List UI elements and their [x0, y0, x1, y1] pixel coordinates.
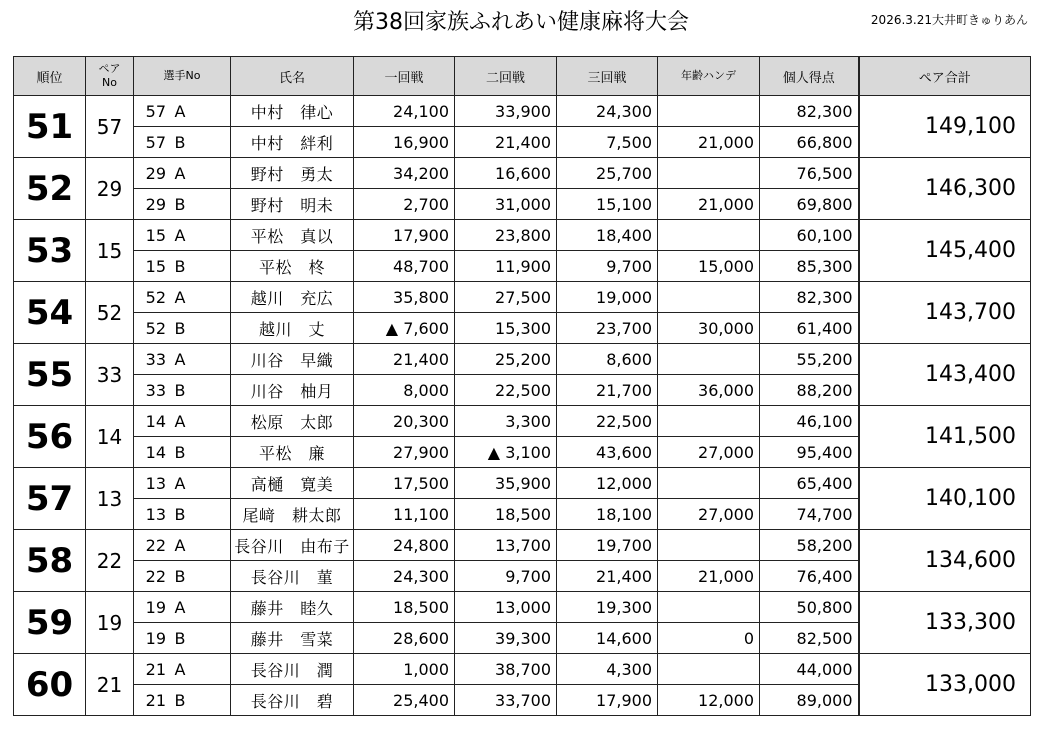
rank-cell: 55 [14, 344, 86, 406]
player-number: 15 [145, 256, 166, 276]
individual-score: 60,100 [760, 220, 859, 251]
round1-score: 1,000 [354, 654, 455, 685]
individual-score: 89,000 [760, 685, 859, 716]
player-number: 14 [145, 442, 166, 462]
round3-score: 23,700 [557, 313, 658, 344]
player-number: 57 [145, 101, 166, 121]
round3-score: 21,400 [557, 561, 658, 592]
header-pair-no-top: ペア [98, 62, 121, 75]
player-number: 13 [145, 473, 166, 493]
round3-score: 15,100 [557, 189, 658, 220]
round3-score: 43,600 [557, 437, 658, 468]
age-handicap [658, 158, 760, 189]
individual-score: 61,400 [760, 313, 859, 344]
player-no-cell [134, 499, 231, 530]
round2-score: 27,500 [455, 282, 557, 313]
round1-score: 11,100 [354, 499, 455, 530]
player-name: 越川 丈 [231, 313, 354, 344]
round1-score: 24,800 [354, 530, 455, 561]
player-letter: A [174, 473, 186, 493]
results-table [13, 56, 1031, 716]
player-no-cell [134, 251, 231, 282]
table-row [14, 344, 1031, 375]
player-number: 19 [145, 628, 166, 648]
player-name: 野村 明未 [231, 189, 354, 220]
event-date-venue: 2026.3.21大井町きゅりあん [870, 13, 1028, 27]
player-number: 33 [145, 380, 166, 400]
player-name: 中村 律心 [231, 96, 354, 127]
header-row [14, 57, 1031, 96]
header-round3: 三回戦 [557, 57, 658, 96]
round1-score: 18,500 [354, 592, 455, 623]
age-handicap [658, 96, 760, 127]
age-handicap [658, 406, 760, 437]
individual-score: 85,300 [760, 251, 859, 282]
player-number: 29 [145, 194, 166, 214]
player-name: 野村 勇太 [231, 158, 354, 189]
age-handicap [658, 654, 760, 685]
age-handicap: 30,000 [658, 313, 760, 344]
player-no-cell [134, 96, 231, 127]
round3-score: 7,500 [557, 127, 658, 158]
player-no-cell [134, 127, 231, 158]
pair-no-cell: 14 [86, 406, 134, 468]
player-number: 15 [145, 225, 166, 245]
round1-score: 8,000 [354, 375, 455, 406]
page-title: 第38回家族ふれあい健康麻将大会 [353, 10, 689, 35]
round1-score: 17,500 [354, 468, 455, 499]
player-letter: B [174, 566, 186, 586]
player-no-cell [134, 220, 231, 251]
pair-no-cell: 52 [86, 282, 134, 344]
round3-score: 18,400 [557, 220, 658, 251]
individual-score: 82,300 [760, 282, 859, 313]
pair-no-cell: 22 [86, 530, 134, 592]
player-no-cell [134, 592, 231, 623]
age-handicap: 12,000 [658, 685, 760, 716]
round3-score: 17,900 [557, 685, 658, 716]
age-handicap: 21,000 [658, 127, 760, 158]
header-pair-no-bottom: No [102, 76, 117, 89]
rank-cell: 51 [14, 96, 86, 158]
pair-no-cell: 21 [86, 654, 134, 716]
player-letter: B [174, 380, 186, 400]
player-name: 平松 真以 [231, 220, 354, 251]
age-handicap: 36,000 [658, 375, 760, 406]
player-letter: A [174, 101, 186, 121]
player-no-cell [134, 437, 231, 468]
round3-score: 14,600 [557, 623, 658, 654]
player-number: 19 [145, 597, 166, 617]
player-no-cell [134, 189, 231, 220]
header-rank: 順位 [14, 57, 86, 96]
table-row [14, 468, 1031, 499]
player-no-cell [134, 375, 231, 406]
player-name: 長谷川 碧 [231, 685, 354, 716]
header-individual-score: 個人得点 [760, 57, 859, 96]
player-name: 平松 廉 [231, 437, 354, 468]
player-name: 長谷川 菫 [231, 561, 354, 592]
round1-score: 20,300 [354, 406, 455, 437]
individual-score: 50,800 [760, 592, 859, 623]
round3-score: 19,000 [557, 282, 658, 313]
player-letter: A [174, 411, 186, 431]
player-number: 29 [145, 163, 166, 183]
player-number: 22 [145, 535, 166, 555]
results-body [14, 96, 1031, 716]
pair-no-cell: 15 [86, 220, 134, 282]
round3-score: 22,500 [557, 406, 658, 437]
round3-score: 21,700 [557, 375, 658, 406]
player-no-cell [134, 158, 231, 189]
player-name: 長谷川 潤 [231, 654, 354, 685]
player-letter: B [174, 318, 186, 338]
round2-score: ▲ 3,100 [455, 437, 557, 468]
player-number: 14 [145, 411, 166, 431]
individual-score: 82,500 [760, 623, 859, 654]
round2-score: 25,200 [455, 344, 557, 375]
table-row [14, 96, 1031, 127]
table-row [14, 282, 1031, 313]
player-name: 越川 充広 [231, 282, 354, 313]
table-row [14, 406, 1031, 437]
individual-score: 66,800 [760, 127, 859, 158]
player-name: 藤井 睦久 [231, 592, 354, 623]
age-handicap: 27,000 [658, 499, 760, 530]
pair-no-cell: 33 [86, 344, 134, 406]
player-letter: A [174, 287, 186, 307]
round3-score: 19,300 [557, 592, 658, 623]
round2-score: 3,300 [455, 406, 557, 437]
round2-score: 11,900 [455, 251, 557, 282]
individual-score: 95,400 [760, 437, 859, 468]
player-letter: B [174, 442, 186, 462]
age-handicap [658, 592, 760, 623]
pair-total: 149,100 [859, 96, 1031, 158]
age-handicap [658, 468, 760, 499]
pair-total: 143,700 [859, 282, 1031, 344]
round1-score: 25,400 [354, 685, 455, 716]
player-name: 平松 柊 [231, 251, 354, 282]
header-player-no: 選手No [134, 57, 231, 96]
round1-score: 27,900 [354, 437, 455, 468]
header-pair-no [86, 57, 134, 96]
player-name: 尾﨑 耕太郎 [231, 499, 354, 530]
round1-score: 16,900 [354, 127, 455, 158]
player-letter: B [174, 628, 186, 648]
rank-cell: 57 [14, 468, 86, 530]
round1-score: 2,700 [354, 189, 455, 220]
player-no-cell [134, 468, 231, 499]
round2-score: 22,500 [455, 375, 557, 406]
individual-score: 74,700 [760, 499, 859, 530]
player-number: 22 [145, 566, 166, 586]
individual-score: 88,200 [760, 375, 859, 406]
round1-score: 28,600 [354, 623, 455, 654]
round1-score: 48,700 [354, 251, 455, 282]
round2-score: 33,700 [455, 685, 557, 716]
table-row [14, 592, 1031, 623]
round2-score: 31,000 [455, 189, 557, 220]
individual-score: 76,500 [760, 158, 859, 189]
player-name: 長谷川 由布子 [231, 530, 354, 561]
round3-score: 9,700 [557, 251, 658, 282]
player-name: 松原 太郎 [231, 406, 354, 437]
pair-no-cell: 19 [86, 592, 134, 654]
pair-total: 140,100 [859, 468, 1031, 530]
round2-score: 23,800 [455, 220, 557, 251]
player-letter: B [174, 504, 186, 524]
player-number: 33 [145, 349, 166, 369]
pair-total: 146,300 [859, 158, 1031, 220]
player-letter: A [174, 225, 186, 245]
individual-score: 55,200 [760, 344, 859, 375]
player-number: 21 [145, 690, 166, 710]
individual-score: 76,400 [760, 561, 859, 592]
player-letter: A [174, 535, 186, 555]
player-number: 52 [145, 287, 166, 307]
round2-score: 39,300 [455, 623, 557, 654]
player-letter: A [174, 659, 186, 679]
round2-score: 9,700 [455, 561, 557, 592]
round1-score: 21,400 [354, 344, 455, 375]
player-number: 13 [145, 504, 166, 524]
header-pair-total: ペア合計 [859, 57, 1031, 96]
pair-total: 134,600 [859, 530, 1031, 592]
age-handicap: 27,000 [658, 437, 760, 468]
pair-no-cell: 29 [86, 158, 134, 220]
round3-score: 4,300 [557, 654, 658, 685]
round2-score: 13,700 [455, 530, 557, 561]
rank-cell: 58 [14, 530, 86, 592]
individual-score: 46,100 [760, 406, 859, 437]
pair-no-cell: 13 [86, 468, 134, 530]
round2-score: 21,400 [455, 127, 557, 158]
round2-score: 13,000 [455, 592, 557, 623]
table-row [14, 530, 1031, 561]
round2-score: 38,700 [455, 654, 557, 685]
pair-total: 145,400 [859, 220, 1031, 282]
round2-score: 33,900 [455, 96, 557, 127]
individual-score: 82,300 [760, 96, 859, 127]
age-handicap: 0 [658, 623, 760, 654]
age-handicap [658, 282, 760, 313]
player-no-cell [134, 561, 231, 592]
player-letter: B [174, 690, 186, 710]
pair-total: 141,500 [859, 406, 1031, 468]
age-handicap [658, 344, 760, 375]
pair-total: 133,000 [859, 654, 1031, 716]
round2-score: 18,500 [455, 499, 557, 530]
table-row [14, 654, 1031, 685]
table-row [14, 220, 1031, 251]
age-handicap [658, 220, 760, 251]
player-letter: A [174, 349, 186, 369]
age-handicap [658, 530, 760, 561]
player-letter: B [174, 256, 186, 276]
player-no-cell [134, 685, 231, 716]
pair-total: 143,400 [859, 344, 1031, 406]
player-name: 川谷 早織 [231, 344, 354, 375]
pair-total: 133,300 [859, 592, 1031, 654]
header-round2: 二回戦 [455, 57, 557, 96]
player-letter: B [174, 194, 186, 214]
round3-score: 25,700 [557, 158, 658, 189]
rank-cell: 59 [14, 592, 86, 654]
age-handicap: 21,000 [658, 561, 760, 592]
individual-score: 58,200 [760, 530, 859, 561]
player-name: 藤井 雪菜 [231, 623, 354, 654]
round3-score: 18,100 [557, 499, 658, 530]
individual-score: 65,400 [760, 468, 859, 499]
player-name: 川谷 柚月 [231, 375, 354, 406]
player-no-cell [134, 654, 231, 685]
round2-score: 15,300 [455, 313, 557, 344]
player-no-cell [134, 530, 231, 561]
table-row [14, 158, 1031, 189]
header-age-handicap: 年齢ハンデ [658, 57, 760, 96]
player-no-cell [134, 623, 231, 654]
player-number: 52 [145, 318, 166, 338]
pair-no-cell: 57 [86, 96, 134, 158]
header-name: 氏名 [231, 57, 354, 96]
round1-score: 24,100 [354, 96, 455, 127]
individual-score: 44,000 [760, 654, 859, 685]
round1-score: 34,200 [354, 158, 455, 189]
age-handicap: 21,000 [658, 189, 760, 220]
rank-cell: 60 [14, 654, 86, 716]
player-letter: A [174, 597, 186, 617]
individual-score: 69,800 [760, 189, 859, 220]
round1-score: 24,300 [354, 561, 455, 592]
age-handicap: 15,000 [658, 251, 760, 282]
rank-cell: 56 [14, 406, 86, 468]
player-no-cell [134, 313, 231, 344]
round1-score: 35,800 [354, 282, 455, 313]
round3-score: 19,700 [557, 530, 658, 561]
round2-score: 16,600 [455, 158, 557, 189]
player-number: 21 [145, 659, 166, 679]
rank-cell: 54 [14, 282, 86, 344]
round3-score: 8,600 [557, 344, 658, 375]
round1-score: ▲ 7,600 [354, 313, 455, 344]
player-no-cell [134, 344, 231, 375]
player-name: 高樋 寛美 [231, 468, 354, 499]
header-round1: 一回戦 [354, 57, 455, 96]
player-number: 57 [145, 132, 166, 152]
player-letter: B [174, 132, 186, 152]
player-no-cell [134, 282, 231, 313]
rank-cell: 53 [14, 220, 86, 282]
round1-score: 17,900 [354, 220, 455, 251]
rank-cell: 52 [14, 158, 86, 220]
round3-score: 12,000 [557, 468, 658, 499]
round3-score: 24,300 [557, 96, 658, 127]
player-letter: A [174, 163, 186, 183]
player-no-cell [134, 406, 231, 437]
round2-score: 35,900 [455, 468, 557, 499]
player-name: 中村 絆利 [231, 127, 354, 158]
